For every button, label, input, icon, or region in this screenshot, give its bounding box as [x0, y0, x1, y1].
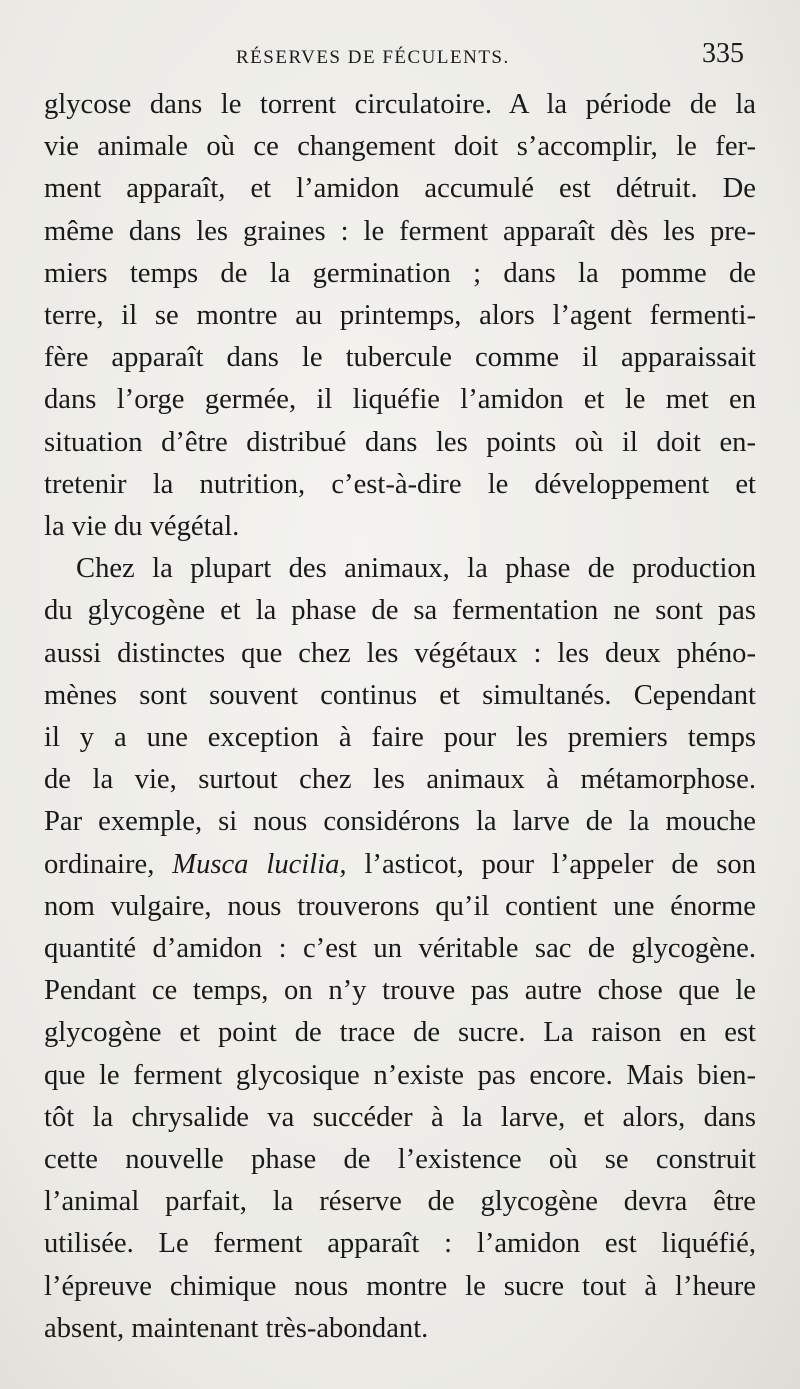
- text-line: Pendant ce temps, on n’y trouve pas autre chose que le: [44, 975, 756, 1007]
- text-fragment: ordinaire,: [44, 848, 173, 880]
- text-line: même dans les graines : le ferment apparaît dès les pre-: [44, 215, 756, 247]
- text-line: nom vulgaire, nous trouverons qu’il contient une énorme: [44, 890, 756, 922]
- text-line: glycose dans le torrent circulatoire. A la période de la: [44, 89, 756, 120]
- page-number: 335: [702, 38, 744, 69]
- text-line: il y a une exception à faire pour les premiers temps: [44, 722, 756, 754]
- text-line: Chez la plupart des animaux, la phase de production: [76, 553, 756, 585]
- species-name: Musca lucilia,: [172, 848, 347, 880]
- running-title: RÉSERVES DE FÉCULENTS.: [236, 47, 510, 68]
- text-line: du glycogène et la phase de sa fermentation ne sont pas: [44, 595, 756, 627]
- page-header: [0, 38, 800, 74]
- text-line: vie animale où ce changement doit s’accomplir, le fer-: [44, 131, 756, 163]
- text-line: cette nouvelle phase de l’existence où se construit: [44, 1144, 756, 1176]
- paragraph-1: [44, 84, 756, 548]
- text-line: terre, il se montre au printemps, alors l’agent fermenti-: [44, 300, 756, 332]
- text-line: absent, maintenant très-abondant.: [44, 1312, 429, 1344]
- body-text: [44, 84, 756, 1350]
- text-line-with-italic: [44, 844, 756, 886]
- paragraph-2: [44, 548, 756, 1350]
- text-line: dans l’orge germée, il liquéfie l’amidon et le met en: [44, 384, 756, 416]
- text-line: la vie du végétal.: [44, 511, 240, 543]
- text-line: tôt la chrysalide va succéder à la larve, et alors, dans: [44, 1101, 756, 1133]
- text-line: Par exemple, si nous considérons la larve de la mouche: [44, 806, 756, 838]
- text-line: mènes sont souvent continus et simultanés. Cependant: [44, 679, 756, 711]
- text-fragment: l’asticot, pour l’appeler de son: [346, 848, 757, 880]
- text-line: de la vie, surtout chez les animaux à métamorphose.: [44, 764, 756, 796]
- text-line: tretenir la nutrition, c’est-à-dire le développement et: [44, 468, 756, 500]
- text-line: ment apparaît, et l’amidon accumulé est détruit. De: [44, 173, 756, 205]
- text-line: l’épreuve chimique nous montre le sucre tout à l’heure: [44, 1270, 756, 1302]
- text-line: l’animal parfait, la réserve de glycogène devra être: [44, 1186, 756, 1218]
- text-line: utilisée. Le ferment apparaît : l’amidon est liquéfié,: [44, 1228, 756, 1260]
- text-line: situation d’être distribué dans les points où il doit en-: [44, 426, 756, 458]
- text-line: que le ferment glycosique n’existe pas encore. Mais bien-: [44, 1059, 756, 1091]
- text-line: fère apparaît dans le tubercule comme il apparaissait: [44, 342, 756, 374]
- text-line: aussi distinctes que chez les végétaux : les deux phéno-: [44, 637, 756, 669]
- text-line: miers temps de la germination ; dans la pomme de: [44, 257, 756, 289]
- text-line: glycogène et point de trace de sucre. La raison en est: [44, 1017, 756, 1049]
- text-line: quantité d’amidon : c’est un véritable sac de glycogène.: [44, 933, 756, 965]
